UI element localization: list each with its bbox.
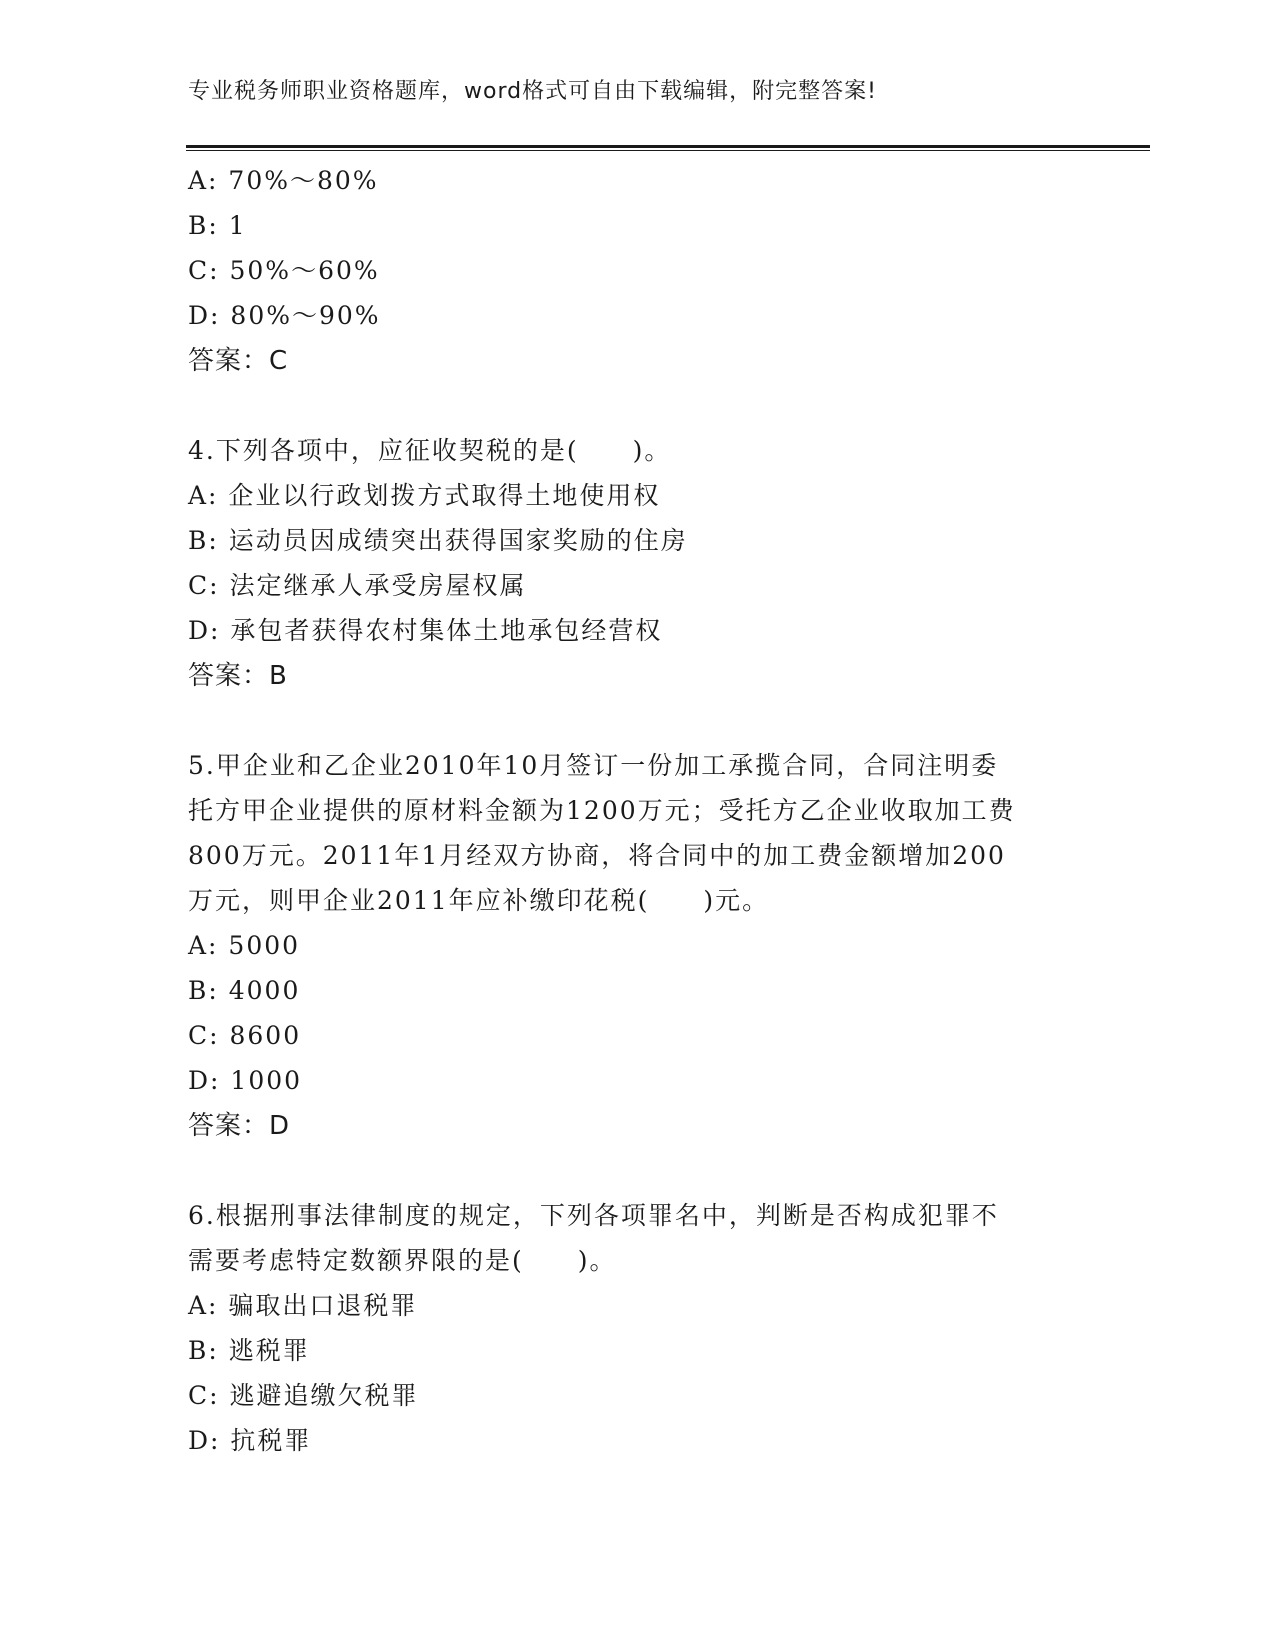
option-a: A: 70%～80% [188, 166, 379, 195]
stem-line: 需要考虑特定数额界限的是( )。 [188, 1246, 617, 1275]
question-6 [188, 1193, 1088, 1463]
option-d: D: 1000 [188, 1066, 303, 1095]
header-text: 专业税务师职业资格题库，word格式可自由下载编辑，附完整答案! [188, 79, 877, 104]
question-4 [188, 428, 1088, 699]
option-a: A: 5000 [188, 931, 301, 960]
stem-line: 800万元。2011年1月经双方协商，将合同中的加工费金额增加200 [188, 841, 1006, 870]
option-b: B: 逃税罪 [188, 1336, 310, 1365]
option-b: B: 4000 [188, 976, 301, 1005]
stem-line: 6.根据刑事法律制度的规定，下列各项罪名中，判断是否构成犯罪不 [188, 1201, 999, 1230]
option-b: B: 1 [188, 211, 247, 240]
answer: 答案：C [188, 346, 289, 376]
question-5 [188, 743, 1088, 1149]
option-c: C: 法定继承人承受房屋权属 [188, 571, 527, 600]
option-a: A: 企业以行政划拨方式取得土地使用权 [188, 481, 661, 510]
header-rule-thick [186, 145, 1150, 148]
option-c: C: 50%～60% [188, 256, 380, 285]
option-d: D: 抗税罪 [188, 1426, 312, 1455]
spacer [188, 1149, 1088, 1193]
option-c: C: 8600 [188, 1021, 302, 1050]
question-stem [188, 428, 1088, 473]
header-rule-thin [186, 150, 1150, 151]
option-c: C: 逃避追缴欠税罪 [188, 1381, 419, 1410]
answer: 答案：B [188, 661, 288, 691]
stem-line: 5.甲企业和乙企业2010年10月签订一份加工承揽合同，合同注明委 [188, 751, 999, 780]
question-stem [188, 743, 1088, 923]
answer: 答案：D [188, 1111, 291, 1141]
stem-line: 万元，则甲企业2011年应补缴印花税( )元。 [188, 886, 770, 915]
spacer [188, 384, 1088, 428]
spacer [188, 699, 1088, 743]
question-3 [188, 158, 1088, 384]
option-b: B: 运动员因成绩突出获得国家奖励的住房 [188, 526, 688, 555]
question-content [188, 158, 1088, 1463]
question-stem [188, 1193, 1088, 1283]
option-a: A: 骗取出口退税罪 [188, 1291, 418, 1320]
stem-line: 4.下列各项中，应征收契税的是( )。 [188, 436, 672, 465]
option-d: D: 80%～90% [188, 301, 381, 330]
stem-line: 托方甲企业提供的原材料金额为1200万元；受托方乙企业收取加工费 [188, 796, 1016, 825]
option-d: D: 承包者获得农村集体土地承包经营权 [188, 616, 663, 645]
